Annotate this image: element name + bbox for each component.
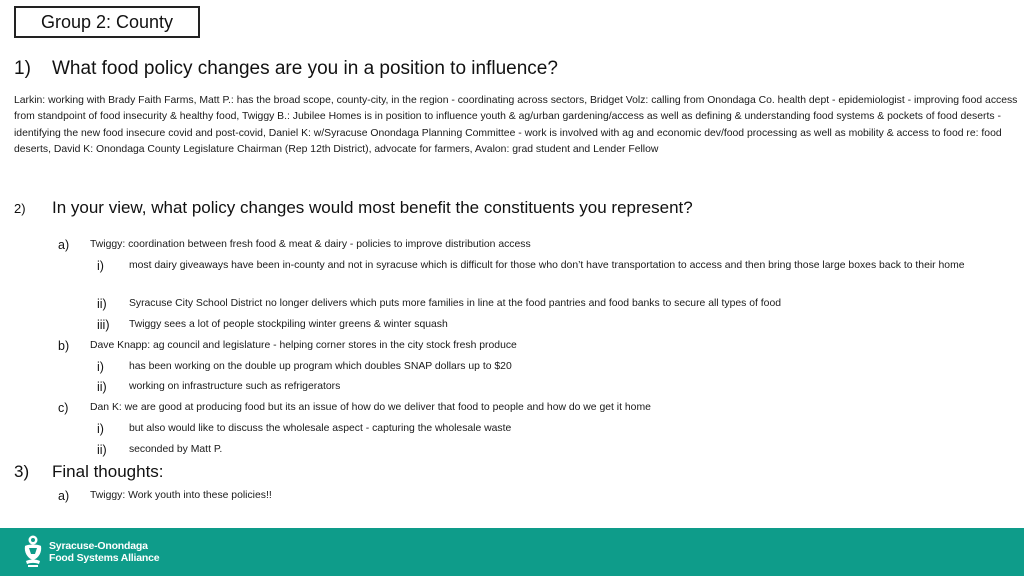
question-1-number: 1) [14, 58, 31, 79]
list-item-text: working on infrastructure such as refrigerators [128, 381, 341, 392]
list-item-text: Twiggy: Work youth into these policies!! [90, 490, 272, 501]
list-marker: ii) [97, 443, 107, 457]
sub-list-item [97, 421, 1017, 437]
list-marker: iii) [97, 318, 110, 332]
question-2-number: 2) [14, 201, 26, 216]
list-marker: a) [58, 238, 70, 252]
list-item [58, 237, 531, 253]
slide-title: Group 2: County [14, 6, 200, 38]
list-item-text: Dan K: we are good at producing food but its an issue of how do we deliver that food to people and how do we get it home [90, 402, 651, 413]
list-item [58, 400, 651, 416]
question-3-text: Final thoughts: [52, 462, 164, 481]
list-marker: a) [58, 489, 70, 503]
list-marker: c) [58, 401, 69, 415]
list-marker: i) [97, 259, 104, 273]
list-marker: b) [58, 339, 70, 353]
question-2 [14, 198, 693, 218]
sub-list-item [97, 379, 1017, 395]
sub-list-item [97, 442, 1017, 458]
list-item-text: has been working on the double up program which doubles SNAP dollars up to $20 [128, 361, 512, 372]
list-marker: i) [97, 360, 104, 374]
list-marker: ii) [97, 297, 107, 311]
question-3-number: 3) [14, 462, 30, 481]
org-name [49, 540, 159, 564]
sub-list-item [97, 317, 1017, 333]
list-item-text: most dairy giveaways have been in-county and not in syracuse which is difficult for those who don’t have transportation to access and then bring those large boxes back to their home [128, 260, 965, 271]
footer-bar [0, 528, 1024, 576]
list-item [58, 488, 272, 504]
question-1-text: What food policy changes are you in a position to influence? [52, 58, 558, 79]
question-1-answer: Larkin: working with Brady Faith Farms, Matt P.: has the broad scope, county-city, in the region - coordinating across sectors, Bridget Volz: calling from Onondaga Co. health dept - epidemiologist - improving food access from standpoint of food insecurity & healthy food, Twiggy B.: Jubilee Homes is in position to influence youth & ag/urban gardening/access as well as defining & understanding food systems & pockets of food deserts - identifying the new food insecure covid and post-covid, Daniel K: w/Syracuse Onondaga Planning Committee - work is involved with ag and economic dev/food processing as well as mobility & access to food re: food deserts, David K: Onondaga County Legislature Chairman (Rep 12th District), advocate for farmers, Avalon: grad student and Lender Fellow [14, 95, 1018, 156]
sub-list-item [97, 258, 1017, 274]
list-marker: ii) [97, 380, 107, 394]
org-name-line-2: Food Systems Alliance [49, 552, 160, 564]
list-marker: i) [97, 422, 104, 436]
list-item-text: seconded by Matt P. [128, 444, 223, 455]
question-1 [14, 58, 558, 80]
question-2-text: In your view, what policy changes would most benefit the constituents you represent? [52, 198, 693, 217]
list-item-text: Twiggy sees a lot of people stockpiling winter greens & winter squash [128, 319, 448, 330]
list-item-text: Syracuse City School District no longer delivers which puts more families in line at the food pantries and food banks to secure all types of food [128, 298, 781, 309]
sub-list-item [97, 296, 1017, 312]
list-item-text: Twiggy: coordination between fresh food & meat & dairy - policies to improve distribution access [90, 239, 531, 250]
org-name-line-1: Syracuse-Onondaga [49, 540, 148, 552]
question-3 [14, 462, 164, 482]
sofsa-logo-icon [22, 534, 44, 570]
sub-list-item [97, 359, 1017, 375]
list-item [58, 338, 517, 354]
list-item-text: but also would like to discuss the wholesale aspect - capturing the wholesale waste [128, 423, 512, 434]
list-item-text: Dave Knapp: ag council and legislature - helping corner stores in the city stock fresh produce [90, 340, 517, 351]
